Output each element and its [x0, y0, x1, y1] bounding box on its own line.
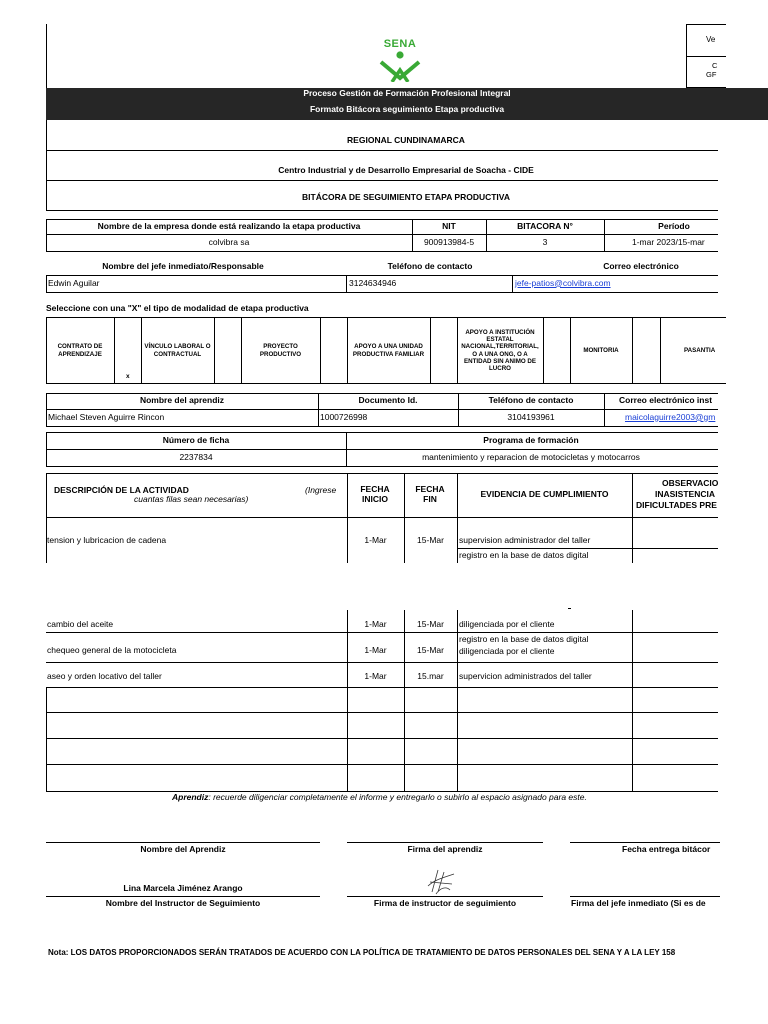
delivery-date-label: Fecha entrega bitácor: [622, 844, 711, 855]
modality-institucion: APOYO A INSTITUCIÓN ESTATAL NACIONAL,TERRITORIAL, O A UNA ONG, O A ENTIDAD SIN ANIMO DE LUCRO: [461, 329, 539, 372]
evidence-header: EVIDENCIA DE CUMPLIMIENTO: [480, 489, 609, 500]
apprentice-note-label: Aprendiz: [172, 792, 209, 802]
period-value: 1-mar 2023/15-mar: [632, 236, 705, 247]
boss-phone: 3124634946: [349, 277, 397, 288]
nit-value: 900913984-5: [423, 236, 475, 247]
program-value: mantenimiento y reparacion de motocicletas y motocarros: [422, 451, 640, 462]
company-name-header: Nombre de la empresa donde está realizando la etapa productiva: [97, 220, 361, 231]
activity-header: DESCRIPCIÓN DE LA ACTIVIDAD: [54, 485, 189, 495]
boss-signature-label: Firma del jefe inmediato (Si es de: [571, 898, 706, 909]
company-name: colvibra sa: [208, 236, 250, 247]
activity-header-note-1: (Ingrese: [305, 485, 337, 495]
activity-evidence-4: supervicion administrados del taller: [459, 671, 592, 682]
apprentice-name: Michael Steven Aguirre Rincon: [48, 411, 165, 422]
footer-note: Nota: LOS DATOS PROPORCIONADOS SERÁN TRATADOS DE ACUERDO CON LA POLÍTICA DE TRATAMIENTO DE DATOS PERSONALES DEL SENA Y A LA LEY 158: [48, 948, 676, 958]
regional-title: REGIONAL CUNDINAMARCA: [347, 135, 465, 146]
bitacora-title: BITÁCORA DE SEGUIMIENTO ETAPA PRODUCTIVA: [302, 192, 510, 203]
activity-start-2: 1-Mar: [364, 619, 387, 630]
instructor-name-label: Nombre del Instructor de Seguimiento: [105, 898, 261, 909]
nit-header: NIT: [442, 220, 456, 231]
observations-header-3: DIFICULTADES PRE: [636, 500, 717, 510]
apprentice-email-header: Correo electrónico inst: [619, 395, 713, 406]
activity-end-1: 15-Mar: [417, 535, 444, 546]
modality-unidad-familiar: APOYO A UNA UNIDAD PRODUCTIVA FAMILIAR: [352, 343, 425, 358]
format-title: Formato Bitácora seguimiento Etapa productiva: [309, 104, 505, 114]
activity-end-4: 15.mar: [417, 671, 444, 682]
activity-header-note-2: cuantas filas sean necesarias): [134, 494, 249, 504]
process-title: Proceso Gestión de Formación Profesional Integral: [303, 88, 511, 98]
activity-evidence-3: registro en la base de datos digital: [459, 633, 589, 644]
instructor-signature-label: Firma de instructor de seguimiento: [373, 898, 517, 909]
observations-header-1: OBSERVACIO: [662, 478, 719, 488]
modality-pasantia: PASANTIA: [684, 346, 716, 354]
empty-row-3[interactable]: [46, 764, 718, 791]
bitacora-number-header: BITACORA N°: [517, 220, 573, 231]
activity-desc-1: tension y lubricacion de cadena: [47, 535, 167, 546]
empty-row-2[interactable]: [46, 738, 718, 764]
empty-row-1[interactable]: [46, 712, 718, 738]
start-date-header: FECHA INICIO: [360, 484, 390, 504]
modality-vinculo: VÍNCULO LABORAL O CONTRACTUAL: [144, 343, 211, 358]
activity-desc-3: chequeo general de la motocicleta: [47, 645, 177, 656]
apprentice-phone-header: Teléfono de contacto: [488, 395, 574, 406]
apprentice-signature-label: Firma del aprendiz: [407, 844, 483, 855]
apprentice-phone: 3104193961: [507, 411, 555, 422]
apprentice-name-label: Nombre del Aprendiz: [140, 844, 226, 855]
centro-title: Centro Industrial y de Desarrollo Empresarial de Soacha - CIDE: [278, 165, 534, 176]
modality-proyecto: PROYECTO PRODUCTIVO: [259, 343, 302, 358]
boss-phone-header: Teléfono de contacto: [387, 260, 473, 271]
activity-start-3: 1-Mar: [364, 645, 387, 656]
apprentice-name-header: Nombre del aprendiz: [139, 395, 225, 406]
boss-name-header: Nombre del jefe inmediato/Responsable: [102, 260, 264, 271]
activity-evidence-1b: registro en la base de datos digital: [459, 549, 589, 560]
instructor-name: Lina Marcela Jiménez Arango: [123, 882, 243, 893]
header-bar: [46, 88, 768, 120]
end-date-header: FECHA FIN: [415, 484, 445, 504]
activity-evidence-1: supervision administrador del taller: [459, 535, 591, 546]
activity-desc-4: aseo y orden locativo del taller: [47, 671, 162, 682]
apprentice-email-link[interactable]: maicolaguirre2003@gm: [625, 411, 716, 422]
apprentice-doc: 1000726998: [320, 411, 368, 422]
code-value: GF: [706, 70, 717, 79]
boss-name: Edwin Aguilar: [48, 277, 100, 288]
code-label: C: [712, 61, 718, 70]
apprentice-doc-header: Documento Id.: [358, 395, 418, 406]
bitacora-number: 3: [542, 236, 548, 247]
apprentice-note-text: : recuerde diligenciar completamente el informe y entregarlo o subirlo al espacio asignado para este.: [208, 792, 587, 802]
sena-logo-icon: [378, 50, 422, 82]
program-header: Programa de formación: [483, 434, 579, 445]
sena-logo-text: SENA: [383, 38, 417, 50]
activity-evidence-2: diligenciada por el cliente: [459, 619, 555, 630]
activity-end-3: 15-Mar: [417, 645, 444, 656]
activity-start-1: 1-Mar: [364, 535, 387, 546]
sena-logo: [372, 38, 428, 84]
modality-mark[interactable]: x: [126, 373, 130, 380]
ficha-value: 2237834: [179, 451, 213, 462]
activity-desc-2: cambio del aceite: [47, 619, 114, 630]
activity-end-2: 15-Mar: [417, 619, 444, 630]
modality-contrato: CONTRATO DE APRENDIZAJE: [57, 343, 103, 358]
activity-evidence-3b: diligenciada por el cliente: [459, 645, 555, 656]
instructor-signature-icon: [424, 866, 458, 896]
activity-start-4: 1-Mar: [364, 671, 387, 682]
modality-monitoria: MONITORIA: [583, 346, 619, 354]
ficha-header: Número de ficha: [162, 434, 230, 445]
boss-email-link[interactable]: jefe-patios@colvibra.com: [515, 277, 611, 288]
modality-instruction: Seleccione con una "X" el tipo de modalidad de etapa productiva: [46, 303, 309, 314]
boss-email-header: Correo electrónico: [603, 260, 679, 271]
apprentice-note: [172, 792, 587, 802]
observations-header-2: INASISTENCIA: [655, 489, 715, 499]
version-label: Ve: [706, 35, 716, 44]
period-header: Período: [658, 220, 690, 231]
